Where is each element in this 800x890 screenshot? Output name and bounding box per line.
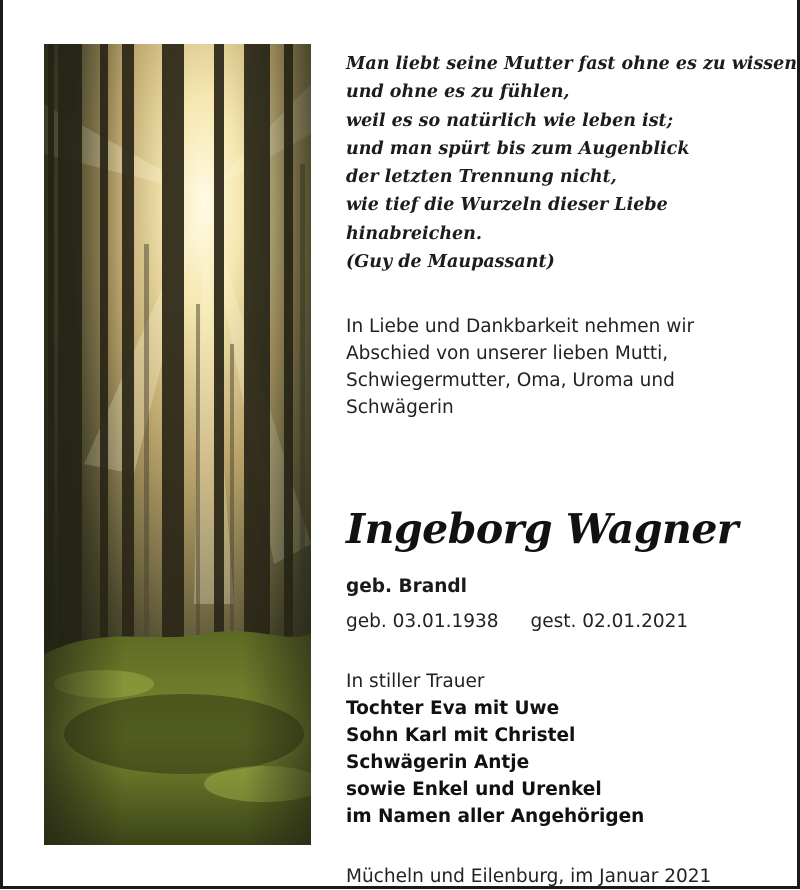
- intro-line: Schwiegermutter, Oma, Uroma und: [346, 370, 675, 391]
- quote-line: und man spürt bis zum Augenblick: [346, 138, 690, 159]
- mourner-name: im Namen aller Angehörigen: [346, 806, 645, 827]
- birth-name: geb. Brandl: [346, 576, 467, 597]
- quote-line: und ohne es zu fühlen,: [346, 82, 570, 103]
- intro-line: Schwägerin: [346, 397, 454, 418]
- mourner-name: Schwägerin Antje: [346, 752, 530, 773]
- birth-date: geb. 03.01.1938: [346, 611, 499, 632]
- memorial-quote: [346, 50, 798, 276]
- death-date: gest. 02.01.2021: [530, 611, 689, 632]
- life-dates: [346, 609, 688, 635]
- intro-text: [346, 313, 694, 421]
- quote-line: wie tief die Wurzeln dieser Liebe: [346, 195, 668, 216]
- quote-line: hinabreichen.: [346, 223, 483, 244]
- quote-line: weil es so natürlich wie leben ist;: [346, 110, 674, 131]
- mourning-phrase: In stiller Trauer: [346, 671, 485, 692]
- quote-author: (Guy de Maupassant): [346, 252, 555, 273]
- obituary-text: [346, 50, 798, 887]
- mourner-name: sowie Enkel und Urenkel: [346, 779, 602, 800]
- intro-line: Abschied von unserer lieben Mutti,: [346, 343, 669, 364]
- quote-line: Man liebt seine Mutter fast ohne es zu wissen: [346, 54, 798, 74]
- quote-line: der letzten Trennung nicht,: [346, 167, 617, 188]
- deceased-name: Ingeborg Wagner: [346, 505, 739, 553]
- mourners-list: [346, 668, 644, 830]
- mourner-name: Sohn Karl mit Christel: [346, 725, 576, 746]
- forest-sunlight-photo: [44, 44, 311, 845]
- place-and-date: Mücheln und Eilenburg, im Januar 2021: [346, 866, 712, 887]
- mourner-name: Tochter Eva mit Uwe: [346, 698, 560, 719]
- intro-line: In Liebe und Dankbarkeit nehmen wir: [346, 316, 695, 337]
